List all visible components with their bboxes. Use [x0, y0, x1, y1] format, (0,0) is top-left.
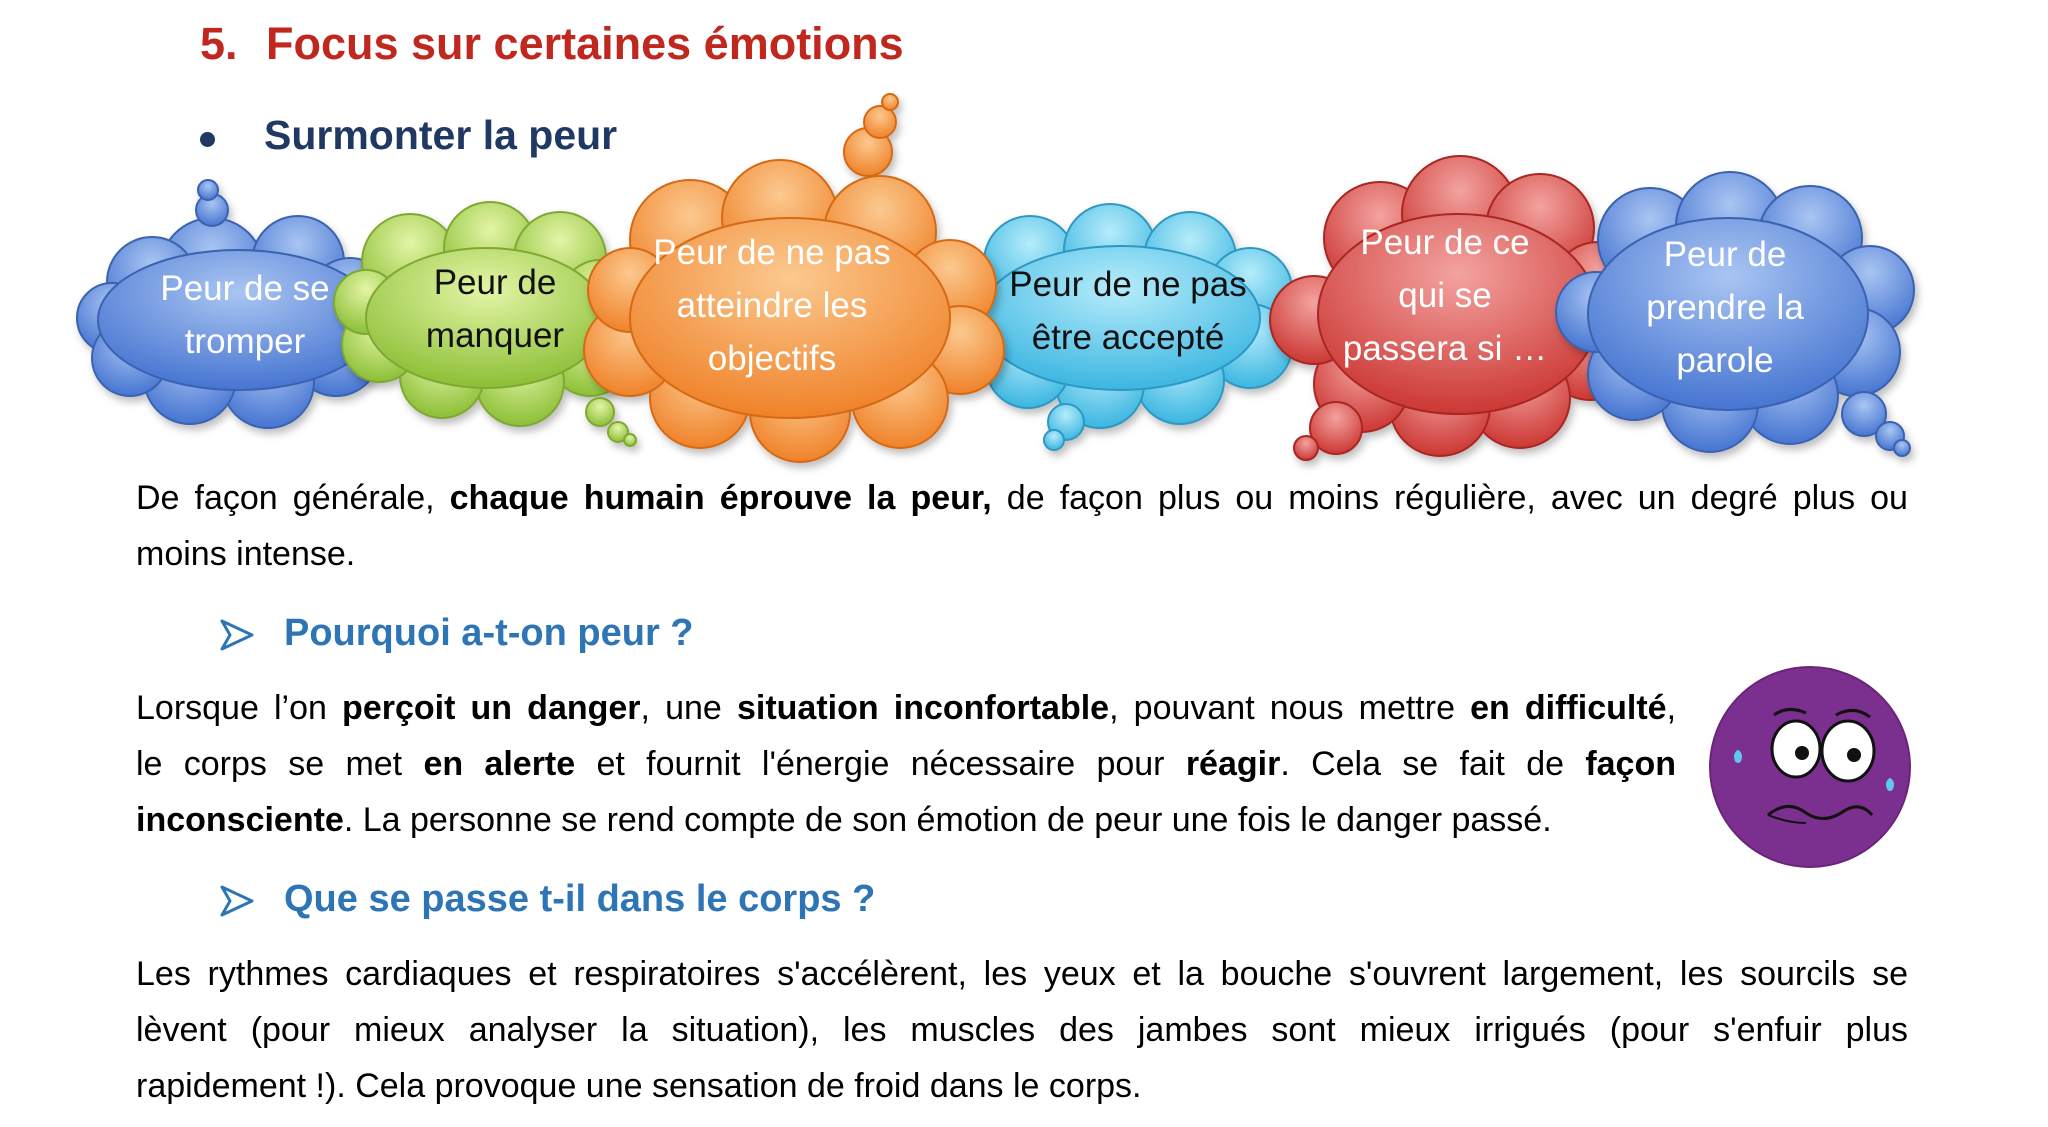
intro-paragraph: [136, 470, 1908, 582]
subheading-why-text: Pourquoi a-t-on peur ?: [284, 612, 694, 654]
why-text-1: Lorsque l’on: [136, 689, 343, 727]
why-paragraph: [136, 680, 1676, 848]
why-text-8: . La personne se rend compte de son émotion de peur une fois le danger passé.: [343, 801, 1552, 839]
why-bold-7: inconsciente: [136, 801, 344, 839]
why-text-2: , une: [640, 689, 737, 727]
cloud-label-4: Peur de ne pas être accepté: [1009, 265, 1247, 357]
cloud-label-5: Peur de ce qui se passera si …: [1342, 223, 1548, 368]
why-text-4: ,: [1666, 689, 1677, 727]
intro-bold-1: chaque humain éprouve la peur,: [449, 479, 992, 517]
scared-face-icon: [1708, 665, 1912, 869]
subheading-body-text: Que se passe t-il dans le corps ?: [284, 878, 876, 920]
cloud-label-1: Peur de se tromper: [160, 269, 330, 361]
body-paragraph: [136, 946, 1908, 1114]
body-line-3: rapidement !). Cela provoque une sensation de froid dans le corps.: [136, 1067, 1142, 1105]
body-line-1: Les rythmes cardiaques et respiratoires s'accélèrent, les yeux et la bouche s'ouvrent largement, les sourcils se: [136, 955, 1908, 993]
why-text-3: , pouvant nous mettre: [1109, 689, 1471, 727]
arrow-bullet-icon: [220, 618, 254, 652]
why-bold-1: perçoit un danger: [342, 689, 641, 727]
why-bold-6: façon: [1585, 745, 1677, 783]
why-bold-5: réagir: [1185, 745, 1281, 783]
why-text-7: . Cela se fait de: [1280, 745, 1586, 783]
why-bold-4: en alerte: [423, 745, 576, 783]
why-bold-3: en difficulté: [1470, 689, 1667, 727]
cloud-label-6: Peur de prendre la parole: [1646, 235, 1804, 380]
why-text-6: et fournit l'énergie nécessaire pour: [575, 745, 1186, 783]
intro-text-2: de façon plus ou moins régulière, avec un degré plus ou: [991, 479, 1908, 517]
why-bold-2: situation inconfortable: [736, 689, 1110, 727]
bullet-title: Surmonter la peur: [264, 112, 618, 158]
intro-text-3: moins intense.: [136, 535, 356, 573]
cloud-label-3: Peur de ne pas atteindre les objectifs: [653, 233, 891, 378]
section-number: 5.: [200, 18, 238, 69]
arrow-bullet-icon: [220, 884, 254, 918]
body-line-2: lèvent (pour mieux analyser la situation), les muscles des jambes sont mieux irrigués (pour s'enfuir plus: [136, 1011, 1908, 1049]
section-title: Focus sur certaines émotions: [266, 18, 904, 69]
why-text-5: le corps se met: [136, 745, 424, 783]
intro-text-1: De façon générale,: [136, 479, 450, 517]
cloud-label-2: Peur de manquer: [425, 263, 565, 355]
